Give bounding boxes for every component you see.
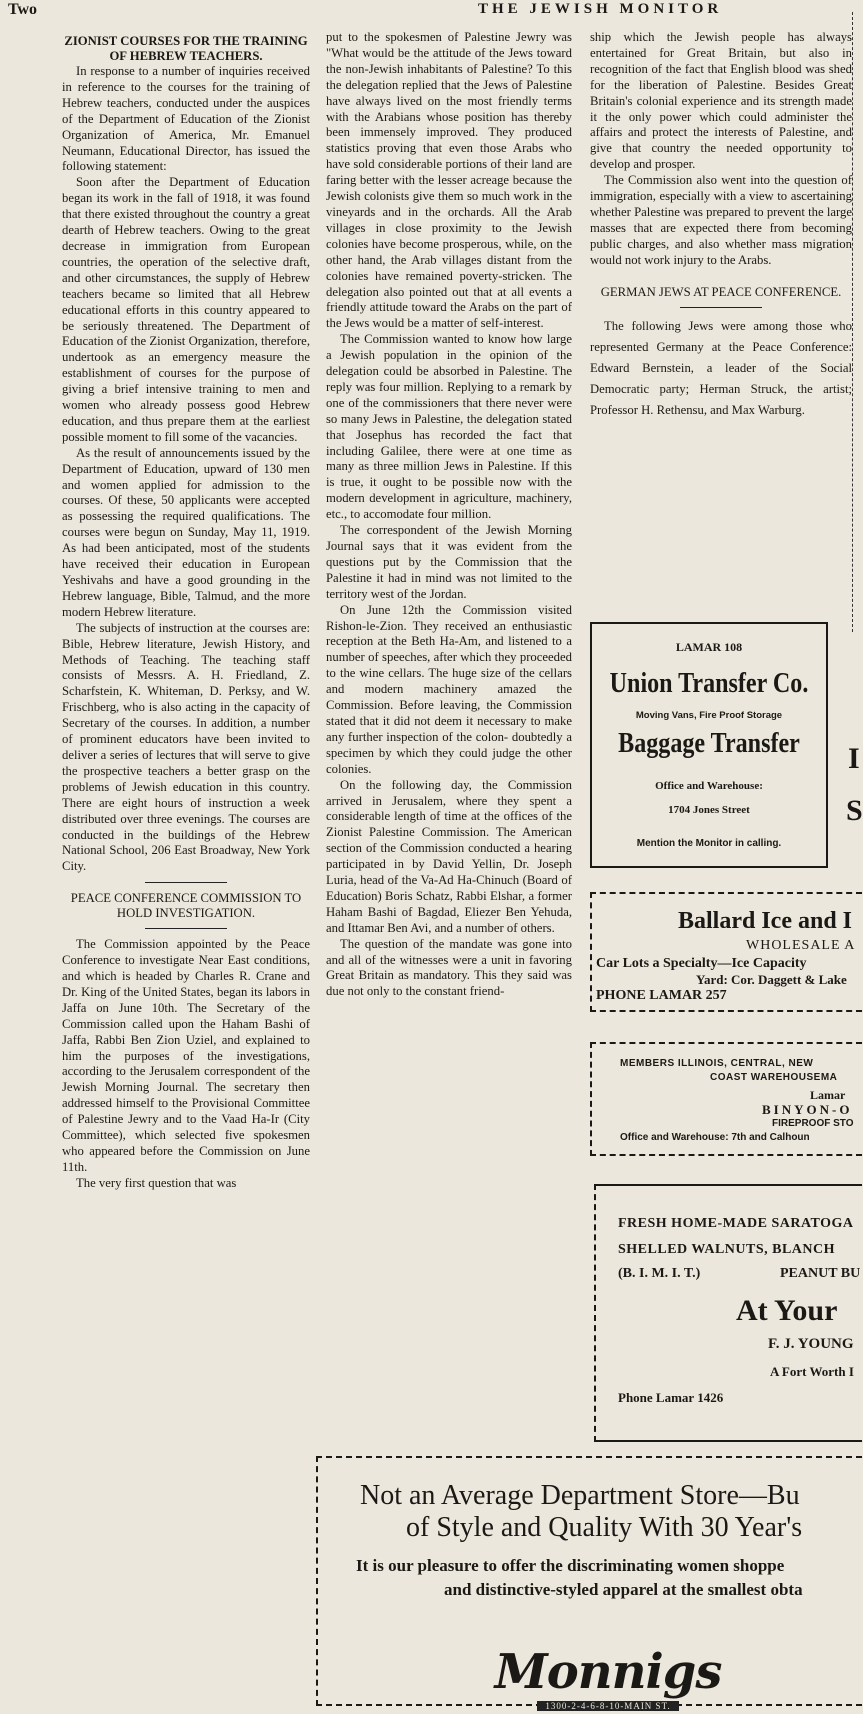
article2-paragraph: ship which the Jewish people has always entertained for Great Britain, but also in recognition of the fact that English blood was shed for the liberation of Palestine. Besides Great Britain's colonial experience and its strength made it the only power which could administer the affairs and protect the interests of Palestine, and give that country the needed opportunity to develop and prosper. <box>590 30 852 172</box>
article1-paragraph: The subjects of instruction at the courses are: Bible, Hebrew literature, Jewish History, and Methods of Teaching. The teaching staff consists of Messrs. A. H. Friedland, Z. Scharfstein, K. Whiteman, D. Perksy, and W. Frischberg, who is also acting in the capacity of Secretary of the courses. In addition, a number of prominent educators have been invited to deliver a series of lectures that will serve to give the prospective teachers a better grasp on the problems of Jewish education in this country. There are eight hours of instruction a week distributed over three evenings. The courses are conducted in the buildings of the Hebrew National School, 206 East Broadway, New York City. <box>62 620 310 874</box>
ad-line: FRESH HOME-MADE SARATOGA <box>618 1216 854 1231</box>
ad-body: It is our pleasure to offer the discriminating women shoppe <box>356 1556 785 1575</box>
ad-line: COAST WAREHOUSEMA <box>710 1072 838 1083</box>
article2-paragraph: The very first question that was <box>76 1175 237 1190</box>
column-3 <box>590 30 852 610</box>
article1-paragraph: In response to a number of inquiries received in reference to the courses for the training of Hebrew teachers, conducted under the auspices of the Department of Education of the Zionist Organization of America, Mr. Emanuel Neumann, Educational Director, has issued the following statement: <box>62 64 310 174</box>
ad-phone: PHONE LAMAR 257 <box>596 988 727 1003</box>
article3-headline: GERMAN JEWS AT PEACE CONFERENCE. <box>600 284 842 299</box>
ad-binyon <box>590 1042 862 1156</box>
article2-paragraph: On the following day, the Commission arrived in Jerusalem, where they spent a considerable length of time at the offices of the Zionist Palestine Commission. The American section of the Commission conducted a hearing participated in by David Yellin, Dr. Joseph Luria, head of the Va-Ad Ha-Chinuch (Board of Education) Boris Schatz, Rabbi Elshar, a former Haham Bashi of Bagdad, Eliezer Ben Yehuda, and Ittamar Ben Avi, and a number of others. <box>326 777 572 935</box>
ad-service: Baggage Transfer <box>618 728 800 759</box>
ad-office-label: Office and Warehouse: <box>655 780 763 792</box>
ad-company-name: F. J. YOUNG <box>768 1336 854 1352</box>
article2-paragraph: On June 12th the Commission visited Rishon-le-Zion. They received an enthusiastic reception at the Beth Ha-Am, and listened to a number of speeches, after which they proceeded to the wine cellars. The huge size of the cellars and modern machinery amazed the Commission. Before leaving, the Commission stated that it did not deem it necessary to make any further inspection of the colon- doubtedly a specimen by which they could judge the other colonies. <box>326 602 572 776</box>
ad-headline: At Your <box>736 1294 838 1327</box>
section-divider <box>145 882 227 883</box>
logo-text: Monnigs <box>494 1644 722 1700</box>
ad-company-name: Ballard Ice and I <box>678 908 853 934</box>
monnigs-logo <box>468 1644 748 1714</box>
ad-union-transfer <box>590 622 828 868</box>
article1-paragraph: As the result of announcements issued by the Department of Education, upward of 130 men and women applied for admission to the courses. Of these, 50 applicants were accepted as possessing the required qualifications. The courses were begun on Sunday, May 11, 1919. As had been anticipated, most of the students have received their education in European Yeshivahs and have a good grounding in the Hebrew language, Bible, Talmud, and the more modern Hebrew literature. <box>62 445 310 619</box>
article2-paragraph: The Commission appointed by the Peace Conference to investigate Near East conditions, and which is headed by Charles R. Crane and Dr. King of the United States, began its labors in Jaffa on June 10th. The Secretary of the Commission called upon the Haham Bashi of Jaffa, Rabbi Ben Zion Uziel, and explained to him the purposes of the investigations, according to the Jerusalem correspondent of the Jewish Morning Journal. The secretary then addressed himself to the Provisional Committee of Palestine Jewry and to the Vaad Ha-Ir (City Committee), which selected five spokesmen who appeared before the Commission on June 11th. <box>62 937 310 1174</box>
ad-monnigs <box>316 1456 862 1711</box>
article2-paragraph: The question of the mandate was gone into and all of the witnesses were a unit in favoring Great Britain as mandatory. This they said was due not only to the constant friend- <box>326 936 572 999</box>
section-divider <box>145 928 227 929</box>
article1-headline: ZIONIST COURSES FOR THE TRAINING OF HEBREW TEACHERS. <box>64 34 308 63</box>
ad-line: SHELLED WALNUTS, BLANCH <box>618 1242 836 1257</box>
ad-line: Office and Warehouse: 7th and Calhoun <box>620 1132 810 1143</box>
column-2 <box>326 30 572 1460</box>
article2-paragraph: The Commission wanted to know how large a Jewish population in the opinion of the delegation could be absorbed in Palestine. The reply was four million. Replying to a remark by one of the commissioners that there never were so many Jews in Palestine, the delegation stated that Josephus has recorded the fact that including Galilee, there were at one time as many as three million Jews in Palestine. If this is true, it ought to be possible now with the modern development in agriculture, machinery, etc., to accomodate four million. <box>326 332 572 522</box>
ad-line: MEMBERS ILLINOIS, CENTRAL, NEW <box>620 1058 814 1069</box>
article1-paragraph: Soon after the Department of Education began its work in the fall of 1918, it was found that there existed throughout the country a great dearth of Hebrew teachers. Owing to the great decrease in immigration from European countries, the operation of the selective draft, and other circumstances, the supply of Hebrew teachers became so limited that all Hebrew educational efforts in this country appeared to be seriously threatened. The Department of Education of the Zionist Organization, therefore, undertook as an emergency measure the establishment of courses for the purpose of giving a brief intensive training to men and women who already possess good Hebrew education, and thus prepare them at the earliest possible moment to fill some of the vacancies. <box>62 175 310 444</box>
article2-paragraph: The correspondent of the Jewish Morning Journal says that it was evident from the questions put by the Commission that the Palestine it had in mind was not limited to the territory west of the Jordan. <box>326 523 572 601</box>
ad-line: PEANUT BU <box>780 1266 861 1281</box>
ad-line: WHOLESALE A <box>746 938 856 953</box>
ad-young <box>594 1184 862 1442</box>
ad-line: Lamar <box>810 1088 846 1102</box>
article3-paragraph: The following Jews were among those who represented Germany at the Peace Conference: Edward Bernstein, a leader of the Social Democratic party; Herman Struck, the artist; Professor H. Rethensu, and Max Warburg. <box>590 318 852 417</box>
ad-tagline: Moving Vans, Fire Proof Storage <box>635 710 783 721</box>
page-edge: I S <box>844 0 860 1711</box>
ad-ballard-ice <box>590 892 862 1012</box>
ad-headline: Not an Average Department Store—Bu <box>360 1480 800 1511</box>
ad-headline: of Style and Quality With 30 Year's <box>406 1512 803 1543</box>
ad-line: (B. I. M. I. T.) <box>618 1266 701 1281</box>
ad-phone: Phone Lamar 1426 <box>618 1390 724 1405</box>
section-divider <box>680 307 762 308</box>
logo-address: 1300-2-4-6-8-10-MAIN ST. <box>537 1701 678 1711</box>
ad-line: Car Lots a Specialty—Ice Capacity <box>596 956 807 971</box>
article2-headline: PEACE CONFERENCE COMMISSION TO HOLD INVESTIGATION. <box>70 891 302 921</box>
ad-line: Yard: Cor. Daggett & Lake <box>696 972 847 987</box>
ad-company-name: Union Transfer Co. <box>609 668 809 699</box>
ad-phone: LAMAR 108 <box>675 640 743 654</box>
masthead <box>0 0 860 20</box>
column-1 <box>62 34 310 1710</box>
ad-body: and distinctive-styled apparel at the smallest obta <box>444 1580 803 1599</box>
article2-paragraph: put to the spokesmen of Palestine Jewry was "What would be the attitude of the Jews toward the non-Jewish inhabitants of Palestine? To this the delegation replied that the Jews of Palestine have always lived on the most friendly terms with the Arabians whose position has thereby been immensely improved. They produced statistics proving that even those Arabs who have sold considerable portions of their land are faring better with the lesser acreage because the Jewish colonists give them so much work in the vineyards and in the orchards. All the Arab villages in close proximity to the Jewish colonies have become prosperous, while, on the other hand, the Arab villages distant from the colonies have remained poverty-stricken. The delegation also pointed out that at all events a friendly attitude toward the Arabs on the part of the Jews would be a matter of self-interest. <box>326 30 572 331</box>
ad-line: A Fort Worth I <box>770 1364 854 1379</box>
paper-title: THE JEWISH MONITOR <box>478 1 723 17</box>
ad-note: Mention the Monitor in calling. <box>636 838 782 849</box>
article2-paragraph: The Commission also went into the question of immigration, especially with a view to ascertaining whether Palestine was prepared to prevent the large masses that are expected there from becoming public charges, and also whether mass migration would not work injury to the Arabs. <box>590 173 852 267</box>
ad-company-name: BINYON-O <box>762 1102 853 1117</box>
ad-line: FIREPROOF STO <box>772 1118 854 1129</box>
ad-address: 1704 Jones Street <box>668 804 750 816</box>
page-number: Two <box>8 1 38 18</box>
